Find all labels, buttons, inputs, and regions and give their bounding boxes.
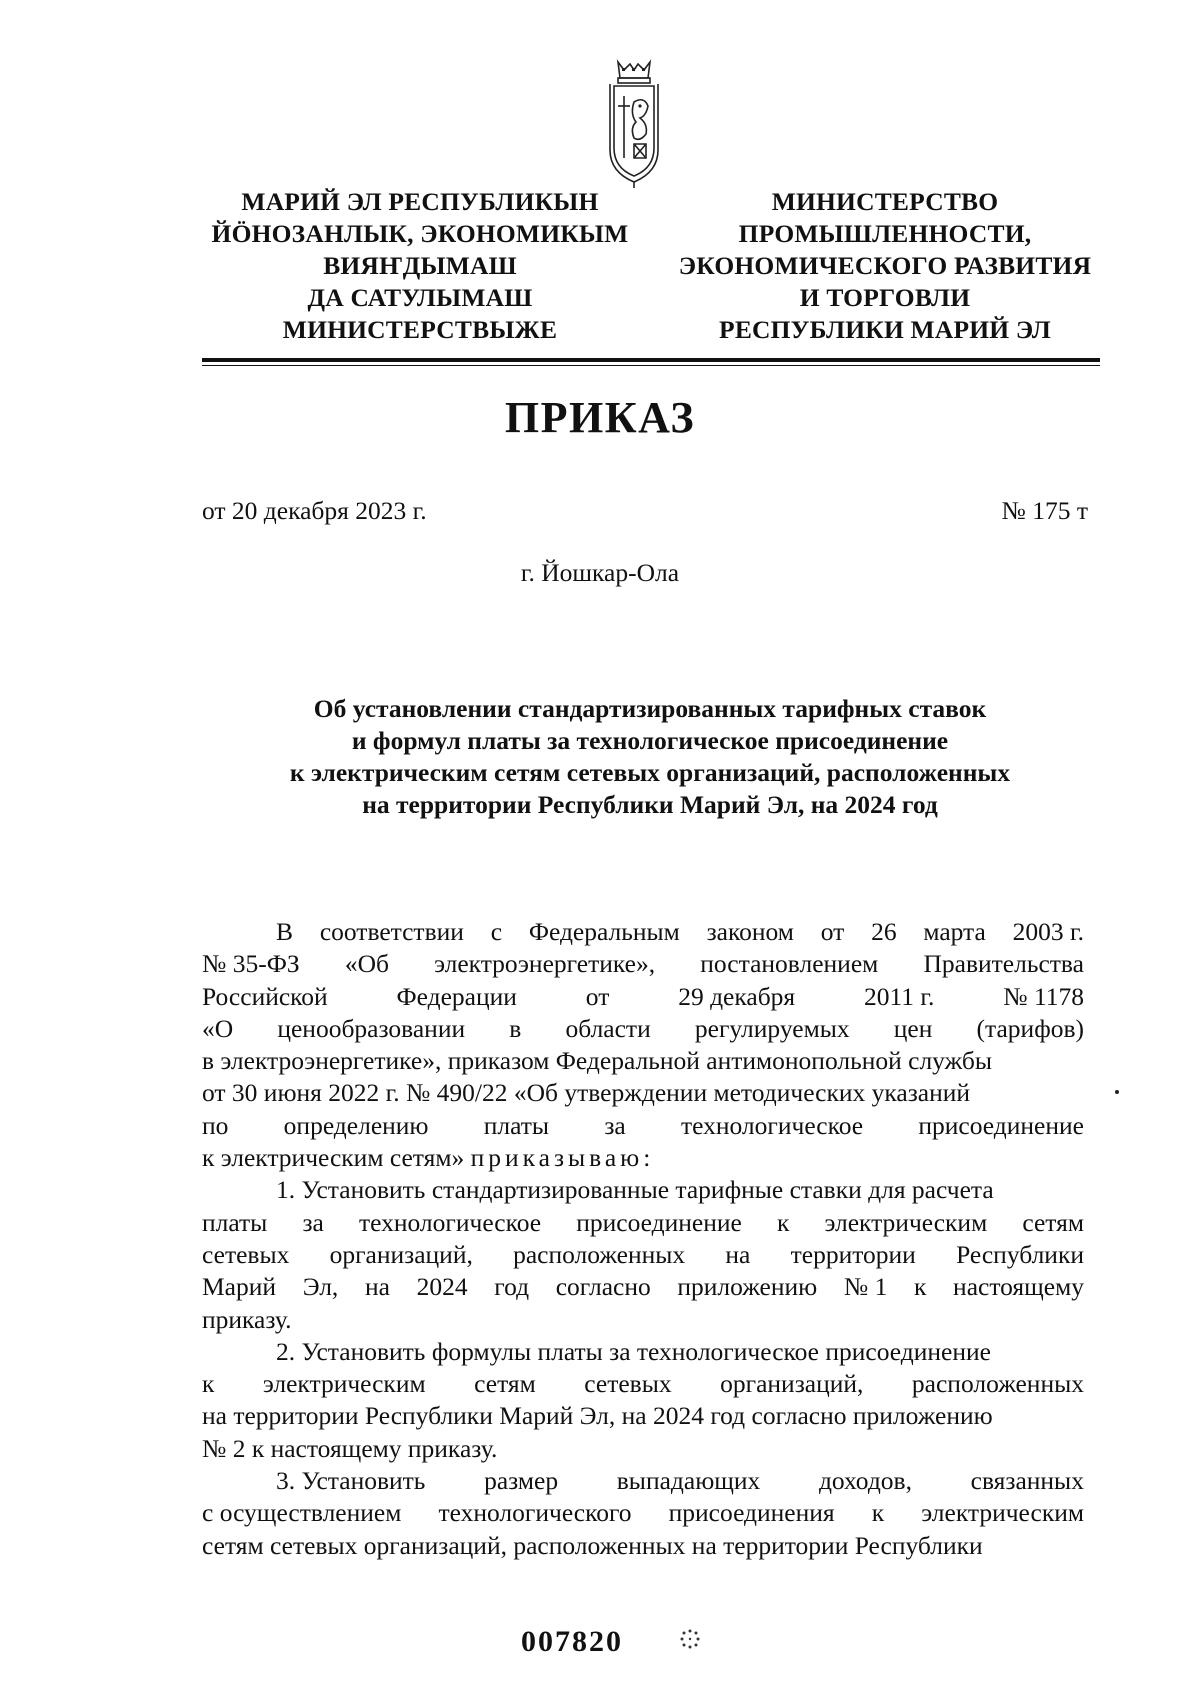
body-word: (тарифов) (976, 1013, 1084, 1043)
body-word: приложению (677, 1272, 818, 1302)
body-line (202, 1400, 1084, 1432)
body-word: доходов, (818, 1466, 912, 1496)
header-mari-line: ЙӦНОЗАНЛЫК, ЭКОНОМИКЫМ (211, 219, 629, 248)
body-word: присоединение (576, 1207, 742, 1237)
body-word: законом (706, 917, 794, 946)
body-word: 2011 г. (864, 981, 935, 1011)
body-line (202, 1368, 1084, 1400)
subject-line: Об установлении стандартизированных тарифных ставок (313, 694, 987, 723)
body-word: платы (202, 1207, 268, 1237)
body-line (202, 1110, 1084, 1142)
body-word: с осуществлением (202, 1498, 402, 1528)
body-word: № 1 (843, 1272, 888, 1302)
body-text: от 30 июня 2022 г. № 490/22 «Об утверждении методических указаний (202, 1078, 971, 1108)
body-word: территории (790, 1239, 916, 1269)
body-line (202, 1239, 1084, 1271)
body-word: электрическим (262, 1369, 426, 1399)
body-word: к (871, 1498, 885, 1528)
body-word: технологическое (359, 1207, 542, 1237)
body-word: марта (923, 917, 986, 946)
body-word: электрическим (921, 1498, 1084, 1528)
body-word: присоединения (668, 1498, 835, 1528)
body-word: настоящему (953, 1272, 1084, 1302)
body-word: электроэнергетике», (434, 949, 656, 979)
body-word: с (490, 917, 503, 946)
body-word: платы (483, 1110, 550, 1140)
body-word: «О (202, 1013, 234, 1043)
body-text: 1. Установить стандартизированные тарифные ставки для расчета (276, 1175, 994, 1205)
body-word: 2024 (416, 1272, 468, 1302)
body-line (202, 1271, 1084, 1303)
issue-city: г. Йошкар-Ола (520, 558, 680, 587)
header-russian-line: ЭКОНОМИЧЕСКОГО РАЗВИТИЯ (678, 251, 1092, 280)
order-subject (200, 693, 1100, 821)
body-word: Правительства (923, 949, 1084, 979)
body-word: Российской (202, 981, 328, 1011)
header-russian-line: И ТОРГОВЛИ (799, 283, 971, 312)
body-word: В (276, 917, 294, 946)
body-line (202, 1207, 1084, 1239)
header-mari-line: ДА САТУЛЫМАШ (307, 283, 533, 312)
body-word: Федерации (396, 981, 517, 1011)
body-word: соответствии (319, 917, 464, 946)
body-line (202, 1465, 1084, 1497)
body-line (202, 1530, 1084, 1562)
body-word: выпадающих (616, 1466, 761, 1496)
header-mari-ministry (200, 186, 640, 346)
order-number: № 175 т (1001, 496, 1088, 525)
body-word: за (302, 1207, 324, 1237)
body-text: 2. Установить формулы платы за технологическое присоединение (276, 1336, 991, 1366)
body-line (202, 1174, 1084, 1206)
body-text: сетям сетевых организаций, расположенных на территории Республики (202, 1530, 983, 1560)
body-word: Федеральным (528, 917, 680, 946)
body-word: ценообразовании (277, 1013, 466, 1043)
subject-line: и формул платы за технологическое присоединение (351, 726, 949, 755)
body-word: 29 декабря (678, 981, 796, 1011)
body-word: организаций, (329, 1239, 473, 1269)
body-text: на территории Республики Марий Эл, на 2024 год согласно приложению (202, 1401, 993, 1431)
body-line (202, 1497, 1084, 1529)
body-word: связанных (970, 1466, 1084, 1496)
body-text: в электроэнергетике», приказом Федеральной антимонопольной службы (202, 1046, 992, 1076)
header-russian-line: РЕСПУБЛИКИ МАРИЙ ЭЛ (719, 315, 1051, 344)
body-word: «Об (344, 949, 389, 979)
body-word: 3. Установить (276, 1466, 426, 1496)
body-word: на (725, 1239, 751, 1269)
header-mari-line: МИНИСТЕРСТВЫЖЕ (282, 315, 558, 344)
body-word: № 1178 (1003, 981, 1084, 1011)
body-word: сетевых (202, 1239, 290, 1269)
body-text: № 2 к настоящему приказу. (202, 1433, 498, 1463)
body-word: размер (484, 1466, 559, 1496)
body-word: постановлением (700, 949, 879, 979)
body-word: на (364, 1272, 390, 1302)
body-word: регулируемых (694, 1013, 850, 1043)
body-word: к (914, 1272, 927, 1302)
subject-line: на территории Республики Марий Эл, на 2024 год (362, 790, 938, 819)
body-text: к электрическим сетям» (202, 1143, 465, 1173)
scan-speck (1115, 1090, 1119, 1094)
dotted-mark-icon (678, 1627, 708, 1651)
body-word: расположенных (513, 1239, 686, 1269)
body-line (202, 1077, 1084, 1109)
order-verb: приказываю: (470, 1143, 655, 1173)
body-line (202, 916, 1084, 948)
body-line (202, 981, 1084, 1013)
body-word: № 35-ФЗ (202, 949, 300, 979)
body-word: цен (893, 1013, 933, 1043)
header-divider-thin (202, 365, 1100, 366)
body-word: технологического (438, 1498, 632, 1528)
order-date: от 20 декабря 2023 г. (202, 496, 427, 525)
body-word: Республики (956, 1239, 1084, 1269)
header-divider-thick (202, 358, 1100, 362)
body-line (202, 948, 1084, 980)
body-word: сетям (1022, 1207, 1084, 1237)
body-word: организаций, (720, 1369, 864, 1399)
document-title: ПРИКАЗ (504, 393, 696, 442)
body-word: Эл, (302, 1272, 339, 1302)
body-word: по (202, 1110, 229, 1140)
body-word: к (202, 1369, 215, 1399)
header-russian-line: МИНИСТЕРСТВО (771, 187, 999, 216)
body-line (202, 1336, 1084, 1368)
header-mari-line: МАРИЙ ЭЛ РЕСПУБЛИКЫН (241, 187, 599, 216)
body-word: год (494, 1272, 530, 1302)
header-mari-line: ВИЯҤДЫМАШ (323, 251, 517, 280)
form-serial-number: 007820 (521, 1625, 623, 1658)
body-text: приказу. (202, 1304, 292, 1334)
coat-of-arms-emblem (596, 58, 672, 190)
body-word: к (776, 1207, 790, 1237)
body-word: согласно (555, 1272, 651, 1302)
body-word: Марий (202, 1272, 277, 1302)
body-word: технологическое (681, 1110, 864, 1140)
body-word: от (820, 917, 845, 946)
body-line (202, 1433, 1084, 1465)
body-line (202, 1045, 1084, 1077)
header-russian-line: ПРОМЫШЛЕННОСТИ, (738, 219, 1032, 248)
body-line (202, 1142, 1084, 1174)
body-word: присоединение (918, 1110, 1084, 1140)
body-word: от (585, 981, 610, 1011)
subject-line: к электрическим сетям сетевых организаций, расположенных (289, 758, 1011, 787)
body-word: электрическим (824, 1207, 988, 1237)
body-word: сетевых (584, 1369, 672, 1399)
body-word: определению (283, 1110, 429, 1140)
body-word: 2003 г. (1012, 917, 1084, 946)
body-word: области (565, 1013, 651, 1043)
body-word: 26 (871, 917, 897, 946)
body-line (202, 1304, 1084, 1336)
body-word: в (509, 1013, 522, 1043)
body-word: за (604, 1110, 626, 1140)
body-word: сетям (474, 1369, 536, 1399)
order-body (202, 916, 1084, 1562)
body-word: расположенных (911, 1369, 1084, 1399)
header-russian-ministry (665, 186, 1105, 346)
body-line (202, 1013, 1084, 1045)
